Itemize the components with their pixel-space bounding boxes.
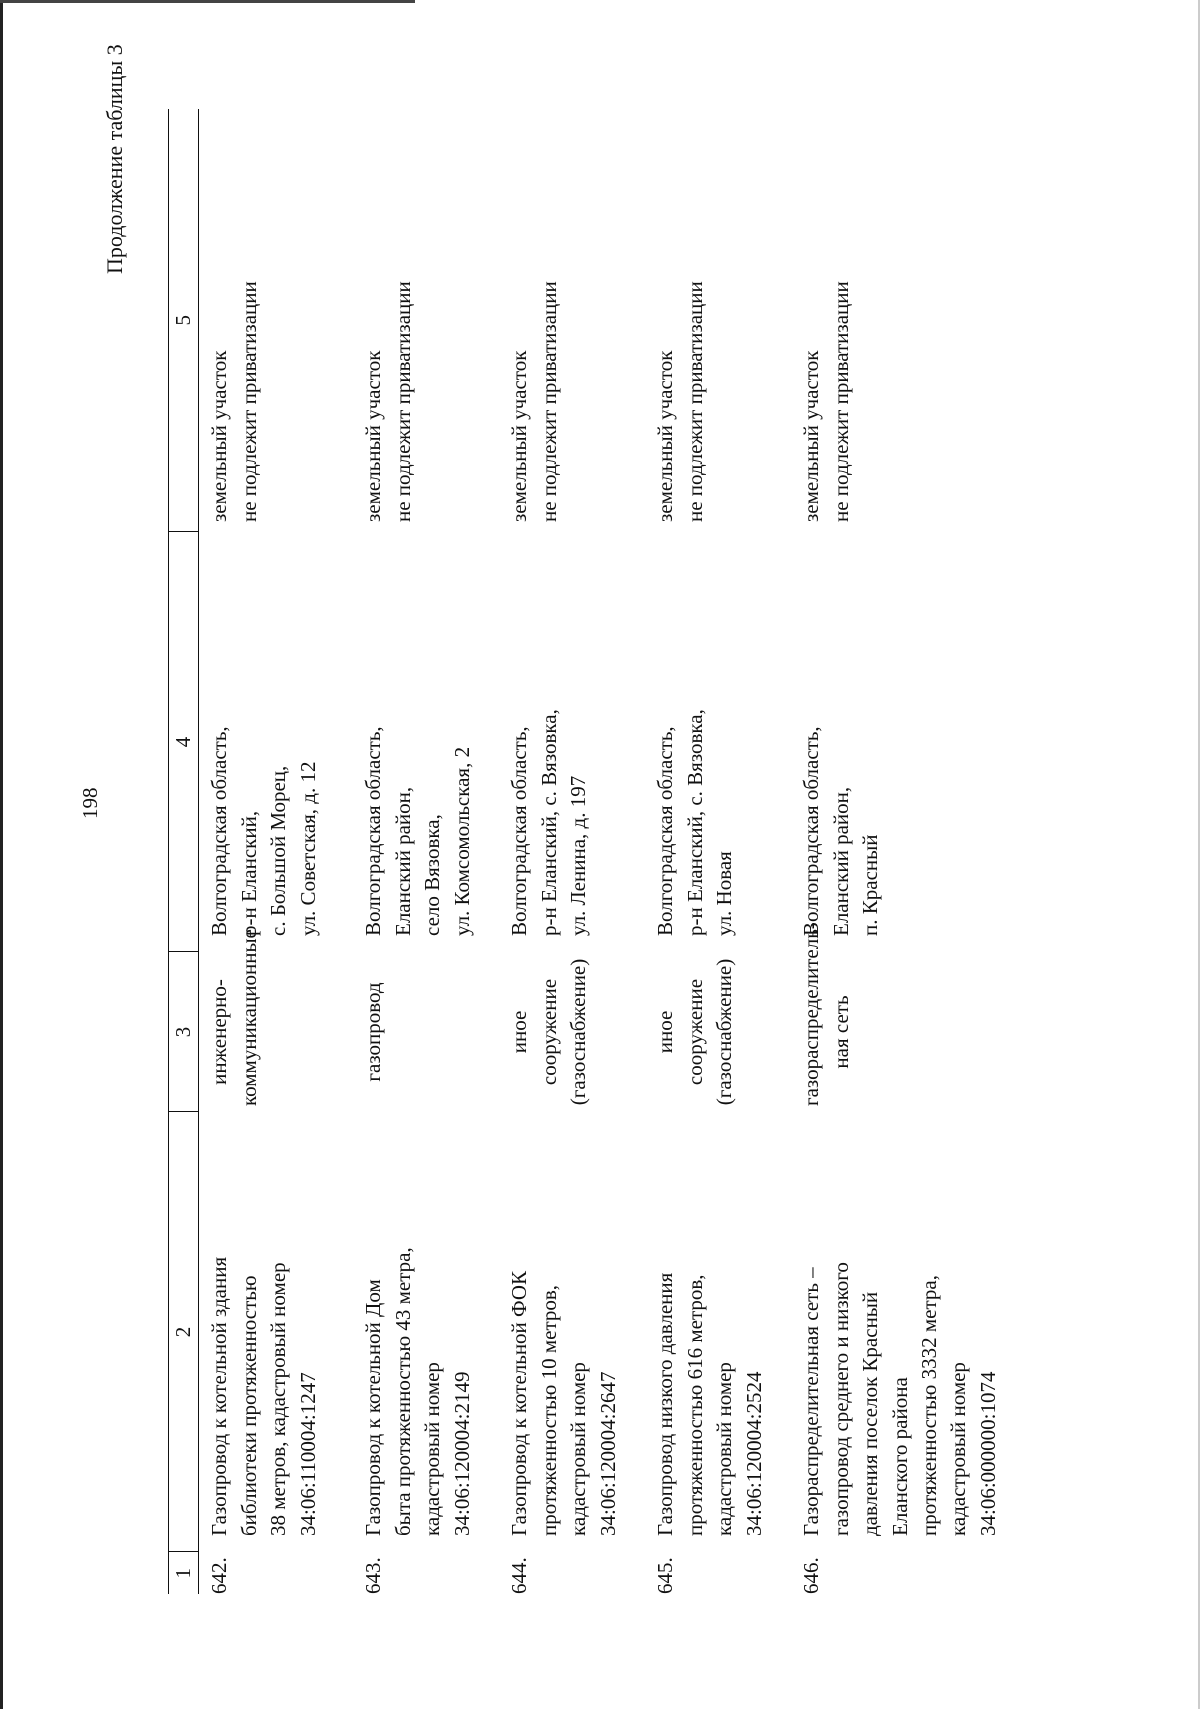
row-number: 646.	[799, 1557, 824, 1594]
object-address: Волгоградская область, Еланский район, село Вязовка, ул. Комсомольская, 2	[361, 726, 474, 936]
land-status: земельный участок не подлежит приватизации	[653, 281, 707, 522]
table-row	[645, 109, 791, 1594]
row-number: 642.	[207, 1557, 232, 1594]
rotated-document-page: 198 Продолжение таблицы 3 1 2 3 4 5 642. Газопровод к котельной здания библиотеки протяженностью 38 метров, кадастровый номер 34:06:110004:1247 инженерно- коммуникационные Волгоградская область, р-н Еланский, с. Большой Морец, ул. Советская, д. 12 земельный участок не подлежит приватизации 643. Газопровод к котельной Дом быта протяженностью 43 метра, кадастровый номер 34:06:120004:2149 газопровод Волгоградская область, Еланский район, село Вязовка, ул. Комсомольская, 2 земельный участок не подлежит приватизации 644. Газопровод к котельной ФОК протяженностью 10 метров, кадастровый номер 34:06:120004:2647 иное сооружение (газоснабжение) Волгоградская область, р-н Еланский, с. Вязовка, ул. Ленина, д. 197 земельный участок не подлежит приватизации 645. Газопровод низкого давления протяженностью 616 метров, кадастровый номер 34:06:120004:2524 иное сооружение (газоснабжение) Волгоградская область, р-н Еланский, с. Вязовка, ул. Новая земельный участок не подлежит приватизации 646. Газораспределительная сеть – газопровод среднего и низкого давления поселок Красный Еланского района протяженностью 3332 метра, кадастровый номер 34:06:000000:1074 газораспределитель- ная сеть Волгоградская область, Еланский район, п. Красный земельный участок не подлежит приватизации	[0, 0, 1200, 1709]
table-row	[791, 109, 1003, 1594]
row-number: 645.	[653, 1557, 678, 1594]
land-status: земельный участок не подлежит приватизации	[207, 281, 261, 522]
object-type: иное сооружение (газоснабжение)	[653, 958, 737, 1106]
header-col-1: 1	[169, 1552, 199, 1594]
table-row	[499, 109, 645, 1594]
header-col-4: 4	[169, 532, 199, 952]
object-name: Газопровод к котельной ФОК протяженностью 10 метров, кадастровый номер 34:06:120004:2647	[507, 1270, 620, 1536]
land-status: земельный участок не подлежит приватизации	[799, 281, 853, 522]
object-type: газопровод	[361, 982, 386, 1082]
object-address: Волгоградская область, р-н Еланский, с. Вязовка, ул. Новая	[653, 709, 737, 936]
land-status: земельный участок не подлежит приватизации	[507, 281, 561, 522]
object-type: иное сооружение (газоснабжение)	[507, 958, 591, 1106]
object-name: Газопровод к котельной здания библиотеки протяженностью 38 метров, кадастровый номер 34:06:110004:1247	[207, 1256, 320, 1536]
table-row	[353, 109, 499, 1594]
object-type: инженерно- коммуникационные	[207, 929, 261, 1106]
object-address: Волгоградская область, Еланский район, п. Красный	[799, 726, 883, 936]
row-number: 644.	[507, 1557, 532, 1594]
object-name: Газопровод к котельной Дом быта протяженностью 43 метра, кадастровый номер 34:06:120004:2149	[361, 1247, 474, 1536]
page-number: 198	[78, 787, 102, 819]
table-header-row	[169, 109, 199, 1594]
object-address: Волгоградская область, р-н Еланский, с. Вязовка, ул. Ленина, д. 197	[507, 709, 591, 936]
header-col-2: 2	[169, 1112, 199, 1552]
property-table	[168, 109, 1003, 1594]
land-status: земельный участок не подлежит приватизации	[361, 281, 415, 522]
object-name: Газопровод низкого давления протяженностью 616 метров, кадастровый номер 34:06:120004:2524	[653, 1272, 766, 1536]
header-col-3: 3	[169, 952, 199, 1112]
object-type: газораспределитель- ная сеть	[799, 922, 853, 1106]
object-name: Газораспределительная сеть – газопровод среднего и низкого давления поселок Красный Еланского района протяженностью 3332 метра, кадастровый номер 34:06:000000:1074	[799, 1262, 1000, 1536]
object-address: Волгоградская область, р-н Еланский, с. Большой Морец, ул. Советская, д. 12	[207, 726, 320, 936]
table-row	[199, 109, 354, 1594]
row-number: 643.	[361, 1557, 386, 1594]
header-col-5: 5	[169, 109, 199, 532]
